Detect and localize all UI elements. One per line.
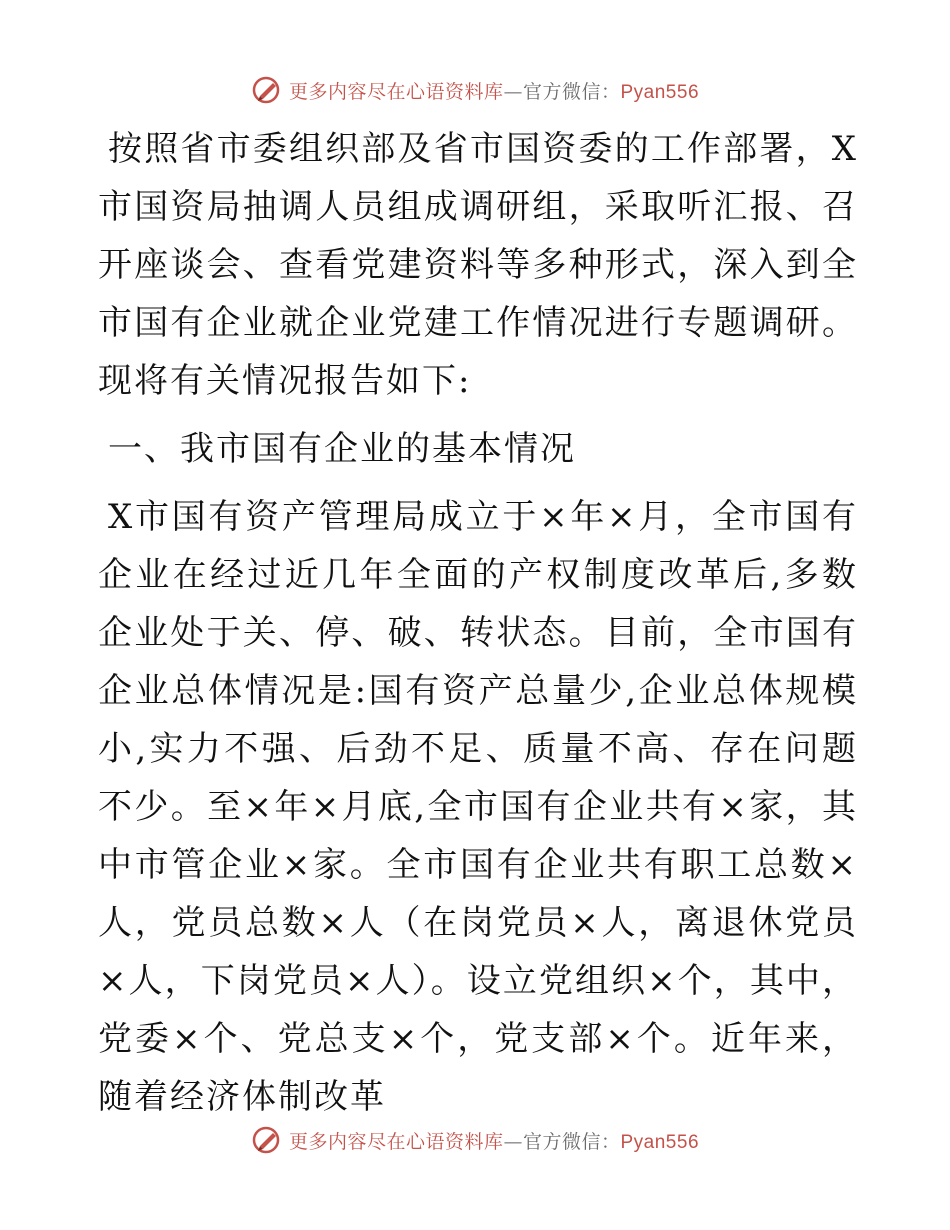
watermark-wechat-id: Pyan556 — [620, 1131, 700, 1153]
watermark-wechat-label: 官方微信： — [522, 80, 621, 103]
watermark-text — [289, 1127, 699, 1154]
pen-logo-icon — [251, 74, 283, 106]
watermark-text — [289, 77, 699, 104]
paragraph-intro: 按照省市委组织部及省市国资委的工作部署，X市国资局抽调人员组成调研组，采取听汇报、召开座谈会、查看党建资料等多种形式，深入到全市国有企业就企业党建工作情况进行专题调研。现将有关情况报告如下: — [98, 129, 858, 401]
paragraph-basic-situation: X市国有资产管理局成立于×年×月，全市国有企业在经过近几年全面的产权制度改革后,多数企业处于关、停、破、转状态。目前，全市国有企业总体情况是:国有资产总量少,企业总体规模小,实力不强、后劲不足、质量不高、存在问题不少。至×年×月底,全市国有企业共有×家，其中市管企业×家。全市国有企业共有职工总数×人，党员总数×人（在岗党员×人，离退休党员×人，下岗党员×人）。设立党组织×个，其中，党委×个、党总支×个，党支部×个。近年来，随着经济体制改革 — [98, 497, 858, 1117]
watermark-separator: — — [503, 1130, 523, 1153]
section-heading: 一、我市国有企业的基本情况 — [108, 429, 576, 469]
watermark-wechat-label: 官方微信： — [522, 1130, 621, 1153]
watermark-wechat-id: Pyan556 — [620, 81, 700, 103]
watermark-separator: — — [503, 80, 523, 103]
watermark-main: 更多内容尽在心语资料库 — [288, 80, 504, 103]
document-body — [98, 120, 858, 1126]
watermark-main: 更多内容尽在心语资料库 — [288, 1130, 504, 1153]
footer-watermark — [0, 1120, 950, 1160]
pen-logo-icon — [251, 1124, 283, 1156]
header-watermark — [0, 70, 950, 110]
